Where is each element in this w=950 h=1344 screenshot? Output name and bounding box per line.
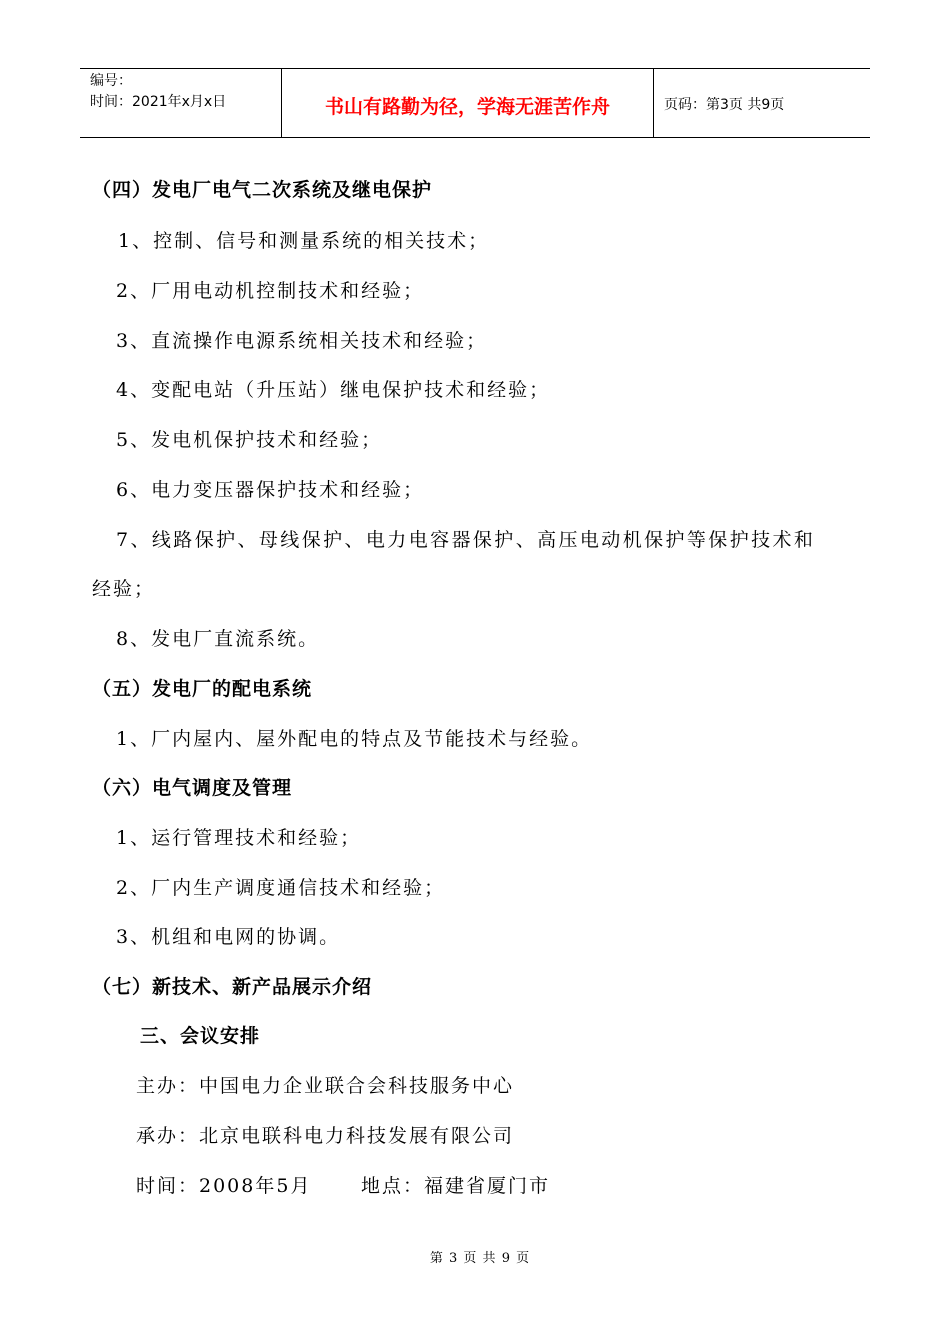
list-item: 1、运行管理技术和经验； bbox=[116, 827, 362, 849]
header-motto: 书山有路勤为径，学海无涯苦作舟 bbox=[282, 69, 654, 137]
section-heading-6: （六）电气调度及管理 bbox=[92, 777, 293, 799]
list-item: 2、厂内生产调度通信技术和经验； bbox=[116, 877, 446, 899]
list-item-continuation: 经验； bbox=[92, 578, 156, 600]
list-item: 8、发电厂直流系统。 bbox=[116, 628, 320, 650]
list-item: 6、电力变压器保护技术和经验； bbox=[116, 479, 425, 501]
time-line: 时间：2008年5月 bbox=[136, 1175, 312, 1197]
page-header bbox=[80, 68, 870, 138]
section-heading-meeting: 三、会议安排 bbox=[140, 1025, 261, 1047]
section-heading-5: （五）发电厂的配电系统 bbox=[92, 678, 313, 700]
list-item: 1、控制、信号和测量系统的相关技术； bbox=[118, 230, 490, 252]
footer-page-number: 第 3 页 共 9 页 bbox=[429, 1251, 531, 1266]
list-item: 2、厂用电动机控制技术和经验； bbox=[116, 280, 425, 302]
organizer-line: 主办：中国电力企业联合会科技服务中心 bbox=[136, 1075, 515, 1097]
list-item: 5、发电机保护技术和经验； bbox=[116, 429, 383, 451]
section-heading-4: （四）发电厂电气二次系统及继电保护 bbox=[92, 179, 433, 201]
list-item: 4、变配电站（升压站）继电保护技术和经验； bbox=[116, 379, 551, 401]
list-item: 1、厂内屋内、屋外配电的特点及节能技术与经验。 bbox=[116, 728, 593, 750]
list-item: 3、直流操作电源系统相关技术和经验； bbox=[116, 330, 488, 352]
header-time: 时间：2021年x月x日 bbox=[90, 94, 227, 110]
page-footer bbox=[0, 1247, 950, 1266]
list-item: 7、线路保护、母线保护、电力电容器保护、高压电动机保护等保护技术和 bbox=[116, 529, 816, 551]
header-meta bbox=[80, 69, 282, 137]
header-number: 编号： bbox=[90, 73, 132, 89]
place-line: 地点：福建省厦门市 bbox=[361, 1175, 551, 1197]
host-line: 承办：北京电联科电力科技发展有限公司 bbox=[136, 1125, 515, 1147]
list-item: 3、机组和电网的协调。 bbox=[116, 926, 341, 948]
header-page-info: 页码：第3页 共9页 bbox=[664, 97, 785, 113]
section-heading-7: （七）新技术、新产品展示介绍 bbox=[92, 976, 373, 998]
